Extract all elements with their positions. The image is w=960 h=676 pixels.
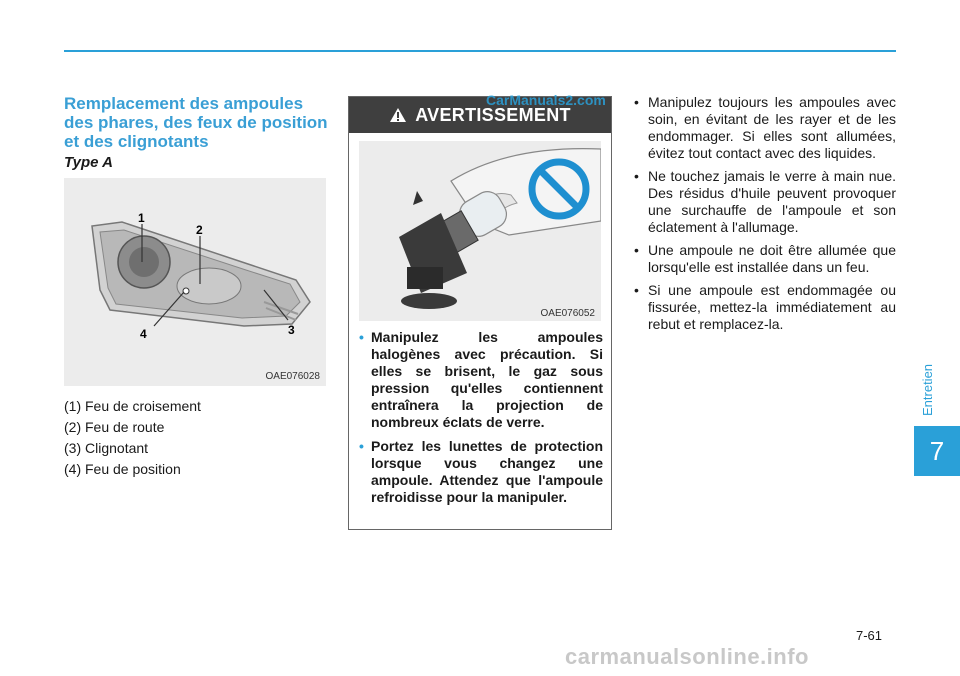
bullet-dot-icon: • xyxy=(359,329,364,345)
warning-item-text: Portez les lunettes de protection lorsque vous changez une ampoule. Attendez que l'ampoule refroidisse pour la manipuler. xyxy=(371,438,603,505)
bullet-dot-icon: • xyxy=(634,94,639,110)
warning-triangle-icon xyxy=(389,107,407,123)
callout-3: 3 xyxy=(288,323,295,337)
precautions-list xyxy=(632,94,896,339)
precaution-text: Une ampoule ne doit être allumée que lorsqu'elle est installée dans un feu. xyxy=(648,242,896,275)
type-label: Type A xyxy=(64,154,113,171)
legend-list xyxy=(64,396,201,480)
precaution-item xyxy=(632,168,896,236)
legend-item: (1) Feu de croisement xyxy=(64,398,201,414)
page-number: 7-61 xyxy=(856,628,883,643)
warning-box xyxy=(348,96,612,530)
warning-list xyxy=(359,329,603,513)
precaution-text: Manipulez toujours les ampoules avec soin, en évitant de les rayer et de les endommager. Si elles sont allumées, évitez tout contact avec des liquides. xyxy=(648,94,896,161)
chapter-tab: 7 xyxy=(914,426,960,476)
warning-item xyxy=(359,438,603,506)
legend-item: (4) Feu de position xyxy=(64,461,181,477)
bullet-dot-icon: • xyxy=(634,168,639,184)
precaution-text: Si une ampoule est endommagée ou fissurée, mettez-la immédiatement au rebut et remplacez-la. xyxy=(648,282,896,332)
legend-item: (2) Feu de route xyxy=(64,419,165,435)
figure-code: OAE076052 xyxy=(540,308,595,319)
side-tab-label: Entretien xyxy=(920,363,935,417)
precaution-item xyxy=(632,94,896,162)
bullet-dot-icon: • xyxy=(634,282,639,298)
callout-1: 1 xyxy=(138,211,145,225)
watermark-top: CarManuals2.com xyxy=(486,92,606,108)
headlamp-figure xyxy=(64,178,326,386)
precaution-item xyxy=(632,242,896,276)
section-title: Remplacement des ampoules des phares, des feux de position et des clignotants xyxy=(64,94,328,151)
top-rule xyxy=(64,50,896,52)
watermark-bottom: carmanualsonline.info xyxy=(565,644,809,669)
bulb-hand-illustration xyxy=(359,141,601,321)
callout-4: 4 xyxy=(140,327,147,341)
figure-code: OAE076028 xyxy=(265,371,320,382)
headlamp-illustration xyxy=(64,178,326,386)
precaution-text: Ne touchez jamais le verre à main nue. Des résidus d'huile peuvent provoquer une surchauffe de l'ampoule et son éclatement à l'allumage. xyxy=(648,168,896,235)
legend-item: (3) Clignotant xyxy=(64,440,149,456)
warning-title: AVERTISSEMENT xyxy=(415,104,571,125)
callout-2: 2 xyxy=(196,223,203,237)
bullet-dot-icon: • xyxy=(359,438,364,454)
warning-item xyxy=(359,329,603,431)
bulb-figure xyxy=(359,141,601,321)
bullet-dot-icon: • xyxy=(634,242,639,258)
warning-item-text: Manipulez les ampoules halogènes avec précaution. Si elles se brisent, le gaz sous pression qu'elles contiennent entraînera la projection de nombreux éclats de verre. xyxy=(371,329,603,430)
precaution-item xyxy=(632,282,896,333)
